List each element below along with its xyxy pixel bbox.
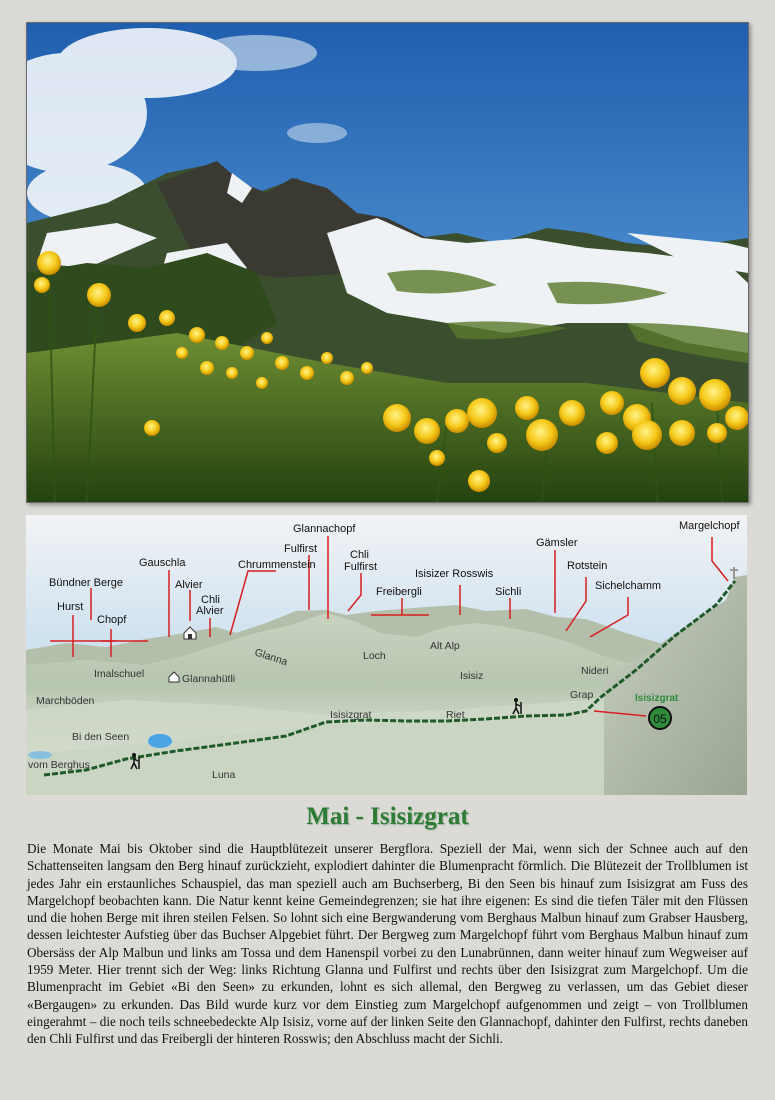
route-name-label: Isisizgrat xyxy=(635,693,679,704)
peak-label-gaemsler: Gämsler xyxy=(536,537,578,549)
place-label-marchboeden: Marchböden xyxy=(36,695,95,707)
place-label-isisizgrat: Isisizgrat xyxy=(330,709,372,721)
place-label-vom-berghus: vom Berghus xyxy=(28,759,90,771)
peak-label-margelchopf: Margelchopf xyxy=(679,520,740,532)
place-label-loch: Loch xyxy=(363,650,386,662)
peak-label-isisizer-rosswis: Isisizer Rosswis xyxy=(415,568,494,580)
route-number: 05 xyxy=(653,712,667,726)
place-label-riet: Riet xyxy=(446,709,465,721)
place-label-luna: Luna xyxy=(212,769,236,781)
peak-label-chli-fulfirst-2: Fulfirst xyxy=(344,561,377,573)
peak-label-chopf: Chopf xyxy=(97,614,127,626)
place-label-bi-den-seen: Bi den Seen xyxy=(72,731,130,743)
place-label-imalschuel: Imalschuel xyxy=(94,668,145,680)
place-label-glanna: Glanna xyxy=(253,646,289,669)
place-label-isisiz: Isisiz xyxy=(460,670,484,682)
place-label-alt-alp: Alt Alp xyxy=(430,640,460,652)
peak-label-chrummenstein: Chrummenstein xyxy=(238,559,316,571)
peak-label-rotstein: Rotstein xyxy=(567,560,608,572)
mountain-photo xyxy=(26,22,749,503)
peak-label-buendner-berge: Bündner Berge xyxy=(49,577,123,589)
panorama-diagram xyxy=(26,515,747,795)
peak-label-gauschla: Gauschla xyxy=(139,557,186,569)
peak-label-chli-alvier: Chli xyxy=(201,594,220,606)
peak-label-sichli: Sichli xyxy=(495,586,522,598)
photo-illustration xyxy=(27,23,748,502)
peak-label-alvier: Alvier xyxy=(175,579,203,591)
place-label-glannahuettli: Glannahütli xyxy=(182,673,236,685)
article-body: Die Monate Mai bis Oktober sind die Hauptblütezeit unserer Bergflora. Speziell der Mai, wenn sich der Schnee auch auf den Schattenseiten langsam den Berg hinauf zurückzieht, explodiert dahinter die Blumenpracht förmlich. Die Blütezeit der Trollblumen ist jedes Jahr ein erstaunliches Schauspiel, das man speziell auch am Buchserberg, Bi den Seen bis hinauf zum Isisizgrat am Fuss des Margelchopf beobachten kann. Die Natur kennt keine Gemeindegrenzen; sie hat ihre eigenen: Es sind die tiefen Täler mit den Flüssen und die hohen Berge mit ihren steilen Felsen. So lohnt sich eine Bergwanderung vom Berghaus Malbun hinauf zum Grabser Hausberg, dessen leichtester Aufstieg über das Buchser Alpgebiet führt. Der Bergweg zum Margelchopf führt vom Berghaus Malbun hinauf zum Obersäss der Alp Malbun und links am Tossa und dem Hanenspil vorbei zu den Lunabrünnen, dann weiter hinauf zum Wegweiser auf 1959 Meter. Hier trennt sich der Weg: links Richtung Glanna und Fulfirst und rechts über den Isisizgrat zum Margelchopf. Um die Blumenpracht im Gebiet «Bi den Seen» zu erkunden, lohnt es sich allemal, den Bergweg zu verlassen, um das Gebiet dieser «Bergaugen» zu erkunden. Das Bild wurde kurz vor dem Einstieg zum Margelchopf aufgenommen und zeigt – von Trollblumen eingerahmt – die noch teils schneebedeckte Alp Isisiz, vorne auf der linken Seite den Glannachopf, dahinter den Fulfirst, rechts daneben den Chli Fulfirst und das Freibergli der hinteren Rosswis; den Abschluss macht der Sichli. xyxy=(27,841,748,1047)
peak-label-hurst: Hurst xyxy=(57,601,84,613)
peak-label-chli-fulfirst: Chli xyxy=(350,549,369,561)
peak-label-fulfirst: Fulfirst xyxy=(284,543,317,555)
peak-label-sichelchamm: Sichelchamm xyxy=(595,580,662,592)
place-label-nideri: Nideri xyxy=(581,665,609,677)
peak-label-chli-alvier-2: Alvier xyxy=(196,605,224,617)
peak-label-freibergli: Freibergli xyxy=(376,586,422,598)
place-label-grap: Grap xyxy=(570,689,594,701)
peak-label-glannachopf: Glannachopf xyxy=(293,523,356,535)
page-title: Mai - Isisizgrat xyxy=(306,803,469,830)
route-marker xyxy=(649,707,671,729)
